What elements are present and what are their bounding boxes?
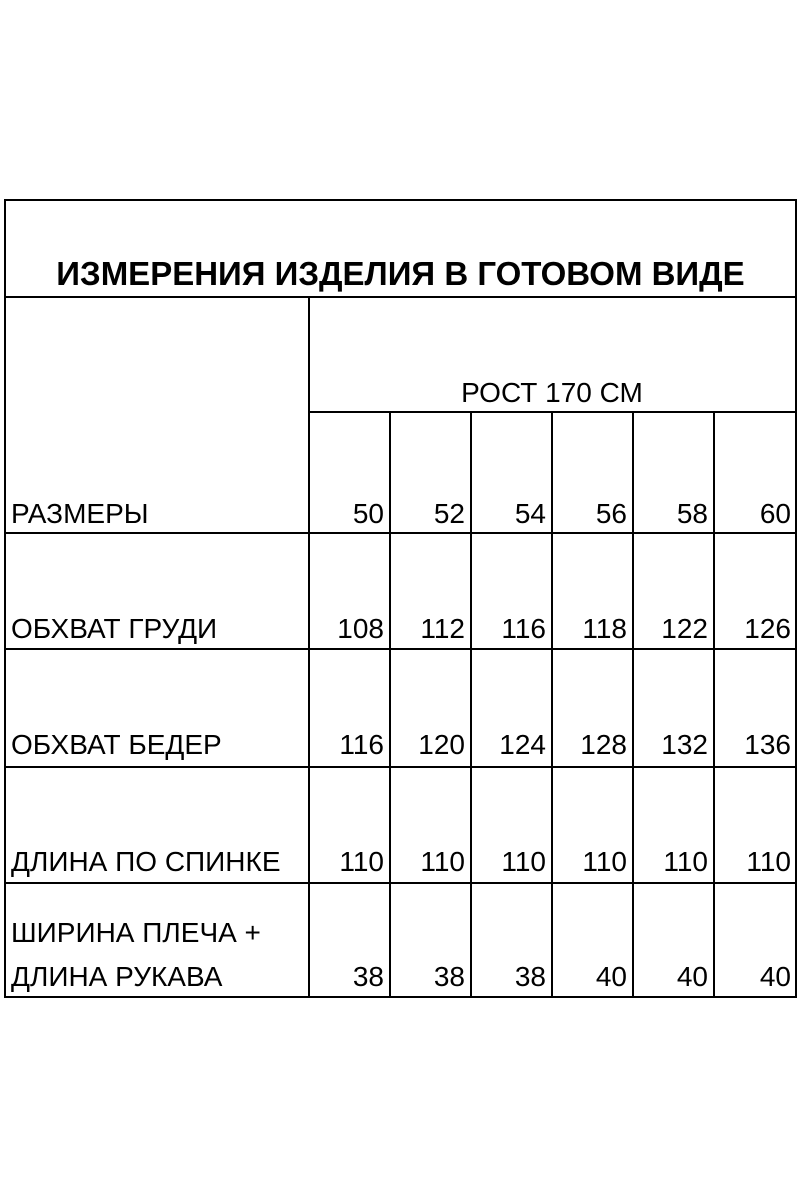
- table-cell: 110: [746, 846, 791, 877]
- row-label: ДЛИНА ПО СПИНКЕ: [11, 846, 281, 877]
- table-cell: 108: [337, 613, 384, 644]
- table-cell: 40: [759, 961, 791, 992]
- table-cell: 120: [418, 729, 465, 760]
- row-label-line1: ШИРИНА ПЛЕЧА +: [11, 917, 261, 948]
- size-header: 54: [514, 498, 546, 529]
- table-cell: 116: [501, 613, 546, 644]
- table-cell: 110: [582, 846, 627, 877]
- column-divider: [389, 411, 391, 996]
- table-cell: 112: [420, 613, 465, 644]
- size-header: 56: [595, 498, 627, 529]
- table-cell: 38: [514, 961, 546, 992]
- column-divider: [470, 411, 472, 996]
- size-header: 52: [433, 498, 465, 529]
- table-title: ИЗМЕРЕНИЯ ИЗДЕЛИЯ В ГОТОВОМ ВИДЕ: [56, 255, 745, 292]
- table-cell: 110: [501, 846, 546, 877]
- table-cell: 110: [339, 846, 384, 877]
- table-cell: 110: [420, 846, 465, 877]
- size-table: [4, 199, 797, 998]
- sizes-label: РАЗМЕРЫ: [11, 498, 149, 529]
- column-divider: [713, 411, 715, 996]
- row-divider: [6, 648, 795, 650]
- table-cell: 110: [663, 846, 708, 877]
- table-cell: 132: [661, 729, 708, 760]
- column-divider: [632, 411, 634, 996]
- table-cell: 40: [595, 961, 627, 992]
- table-cell: 122: [661, 613, 708, 644]
- table-cell: 38: [433, 961, 465, 992]
- table-cell: 38: [352, 961, 384, 992]
- table-cell: 118: [582, 613, 627, 644]
- size-header: 58: [676, 498, 708, 529]
- row-divider: [6, 296, 795, 298]
- column-divider: [551, 411, 553, 996]
- row-label-line2: ДЛИНА РУКАВА: [11, 961, 223, 992]
- height-label: РОСТ 170 СМ: [461, 377, 643, 408]
- table-cell: 128: [580, 729, 627, 760]
- size-header: 60: [759, 498, 791, 529]
- row-divider: [6, 882, 795, 884]
- table-cell: 126: [744, 613, 791, 644]
- table-cell: 124: [499, 729, 546, 760]
- row-label: ОБХВАТ БЕДЕР: [11, 729, 222, 760]
- row-label: ОБХВАТ ГРУДИ: [11, 613, 218, 644]
- table-cell: 116: [339, 729, 384, 760]
- row-divider: [6, 532, 795, 534]
- size-header: 50: [352, 498, 384, 529]
- table-cell: 136: [744, 729, 791, 760]
- table-cell: 40: [676, 961, 708, 992]
- row-divider: [6, 766, 795, 768]
